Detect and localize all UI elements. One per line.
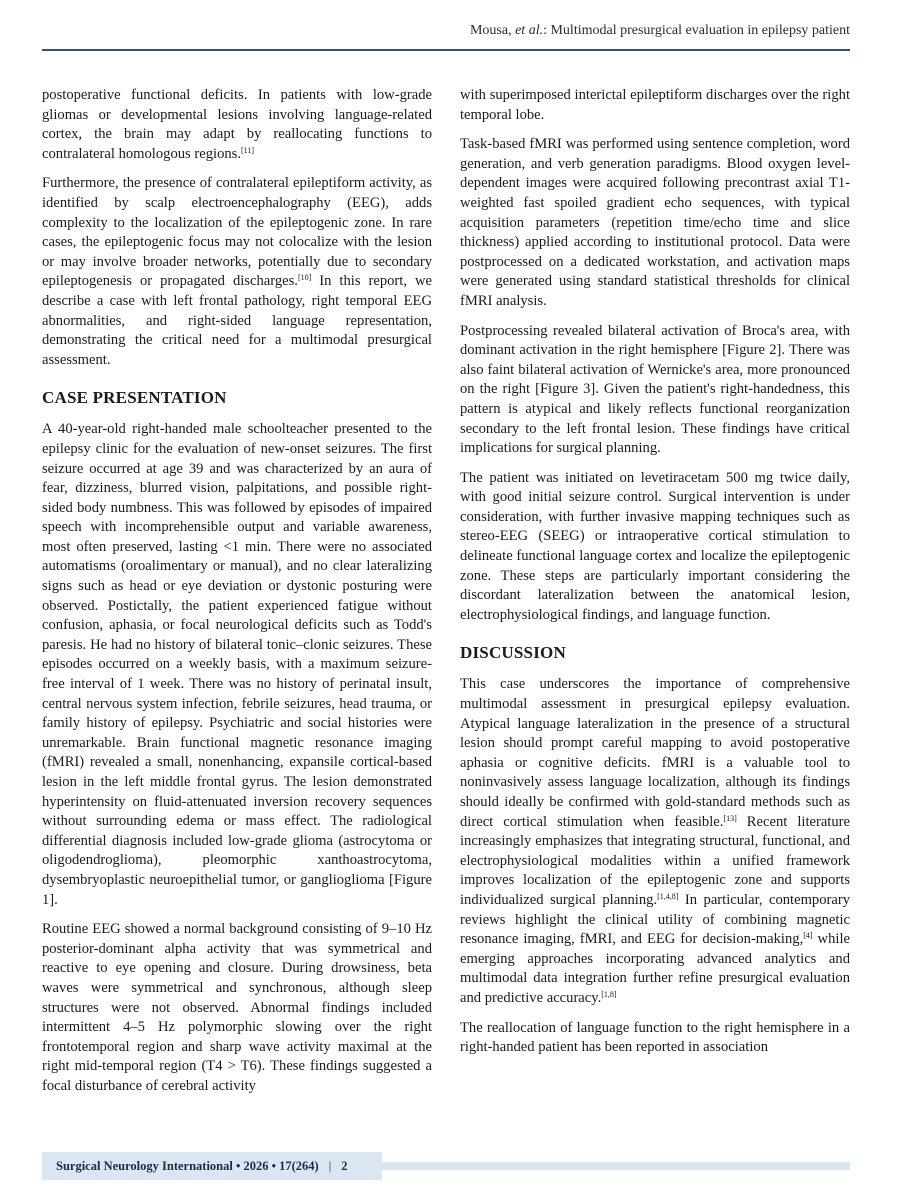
paragraph-text: In particular, contemporary reviews highlight the clinical utility of combining magnetic resonance imaging, fMRI, and EEG for decision-making, — [460, 891, 851, 948]
citation[interactable]: [13] — [723, 813, 737, 823]
left-column — [42, 86, 432, 1107]
paragraph: Routine EEG showed a normal background consisting of 9–10 Hz posterior-dominant alpha activity that was symmetrical and reactive to eye opening and closure. During drowsiness, beta waves were symmetrical and synchronous, although sleep structures were not observed. Abnormal findings included intermittent 4–5 Hz polymorphic slowing over the right frontotemporal region and sharp wave activity maximal at the right mid-temporal region (T4 > T6). These findings suggested a focal disturbance of cerebral activity — [42, 921, 432, 1094]
header-title: : Multimodal presurgical evaluation in epilepsy patient — [543, 23, 850, 38]
paragraph — [42, 86, 432, 164]
header-rule — [42, 49, 850, 51]
citation[interactable]: [4] — [803, 931, 813, 941]
footer-bar — [382, 1162, 850, 1170]
page-number: 2 — [341, 1158, 348, 1173]
paragraph-text: In this report, we describe a case with left frontal pathology, right temporal EEG abnormalities, and right-sided language representation, demonstrating the critical need for a multimodal presurgical assessment. — [42, 273, 432, 368]
paragraph-text: while emerging approaches incorporating advanced analytics and multimodal data integration further refine presurgical evaluation and predictive accuracy. — [460, 931, 850, 1006]
right-column — [460, 86, 850, 1068]
paragraph-text: Recent literature increasingly emphasizes that integrating structural, functional, and electrophysiological modalities within a unified framework improves localization of the epileptogenic zone and supports individualized surgical planning. — [460, 813, 850, 908]
running-header — [42, 22, 850, 40]
paragraph: The patient was initiated on levetiracetam 500 mg twice daily, with good initial seizure control. Surgical intervention is under consideration, with further invasive mapping techniques such as stereo-EEG (SEEG) or intraoperative cortical stimulation to delineate functional language cortex and localize the epileptogenic zone. These steps are particularly important considering the discordant lateralization between the anatomical lesion, electrophysiological findings, and language function. — [460, 469, 850, 623]
footer-separator: | — [328, 1158, 332, 1173]
paragraph-text: This case underscores the importance of comprehensive multimodal assessment in presurgical epilepsy evaluation. Atypical language lateralization in the presence of a structural lesion should prompt careful mapping to avoid postoperative aphasia or cognitive deficits. fMRI is a valuable tool to noninvasively assess language localization, although its findings should ideally be confirmed with gold-standard methods such as direct cortical stimulation when feasible. — [460, 676, 850, 830]
paragraph: Task-based fMRI was performed using sentence completion, word generation, and verb generation paradigms. Blood oxygen level-dependent images were acquired following precontrast axial T1-weighted fast spoiled gradient echo sequences, with typical acquisition parameters (repetition time/echo time and slice thickness) applied according to institutional protocol. Data were postprocessed on a dedicated workstation, and activation maps were generated using standard statistical thresholds for clinical fMRI analysis. — [460, 136, 850, 309]
paragraph: The reallocation of language function to the right hemisphere in a right-handed patient has been reported in association — [460, 1019, 850, 1056]
paragraph — [42, 174, 432, 370]
citation[interactable]: [1,8] — [601, 989, 617, 999]
paragraph — [460, 675, 850, 1008]
section-heading-case-presentation: CASE PRESENTATION — [42, 388, 227, 408]
paragraph: with superimposed interictal epileptiform discharges over the right temporal lobe. — [460, 87, 850, 123]
section-heading-discussion: DISCUSSION — [460, 643, 566, 663]
citation[interactable]: [11] — [241, 145, 255, 155]
paragraph-text: Furthermore, the presence of contralateral epileptiform activity, as identified by scalp electroencephalography (EEG), adds complexity to the localization of the epileptogenic zone. In rare cases, the epileptogenic focus may not colocalize with the lesion or may involve broader networks, potentially due to secondary epileptogenesis or propagated discharges. — [42, 175, 432, 290]
citation[interactable]: [1,4,8] — [657, 891, 679, 901]
paragraph: A 40-year-old right-handed male schoolteacher presented to the epilepsy clinic for the evaluation of new-onset seizures. The first seizure occurred at age 39 and was characterized by an aura of fear, dizziness, blurred vision, palpitations, and possible right-sided body numbness. This was followed by episodes of impaired speech with incomprehensible output and variable awareness, most often preserved, lasting <1 min. There were no associated automatisms (oroalimentary or manual), and no clear lateralizing signs such as head or eye deviation or dystonic posturing were observed. Postictally, the patient experienced fatigue without confusion, aphasia, or focal neurological deficits such as Todd's paresis. He had no history of bilateral tonic–clonic seizures. These episodes occurred on a weekly basis, with a maximum seizure-free interval of 1 week. There was no history of perinatal insult, central nervous system infection, febrile seizures, head trauma, or family history of epilepsy. Psychiatric and social histories were unremarkable. Brain functional magnetic resonance imaging (fMRI) revealed a small, nonenhancing, expansile cortical-based lesion in the left middle frontal gyrus. The lesion demonstrated hyperintensity on fluid-attenuated inversion recovery sequences without surrounding edema or mass effect. The radiological differential diagnosis included low-grade glioma (astrocytoma or oligodendroglioma), pleomorphic xanthoastrocytoma, dysembryoplastic neuroepithelial tumor, or ganglioglioma [Figure 1]. — [42, 421, 432, 908]
paragraph: Postprocessing revealed bilateral activation of Broca's area, with dominant activation in the right hemisphere [Figure 2]. There was also faint bilateral activation of Wernicke's area, more pronounced on the right [Figure 3]. Given the patient's right-handedness, this pattern is atypical and likely reflects functional reorganization secondary to the left frontal lesion. These findings have critical implications for surgical planning. — [460, 322, 850, 457]
citation[interactable]: [10] — [297, 273, 312, 283]
footer-journal: Surgical Neurology International • 2026 • 17(264) — [56, 1158, 319, 1173]
header-authors: Mousa, — [469, 23, 516, 38]
paragraph-text: postoperative functional deficits. In patients with low-grade gliomas or developmental lesions involving language-related cortex, the brain may adapt by reallocating functions to contralateral homologous regions. — [42, 87, 432, 162]
page-footer — [42, 1152, 382, 1180]
header-etal: et al. — [515, 23, 544, 38]
